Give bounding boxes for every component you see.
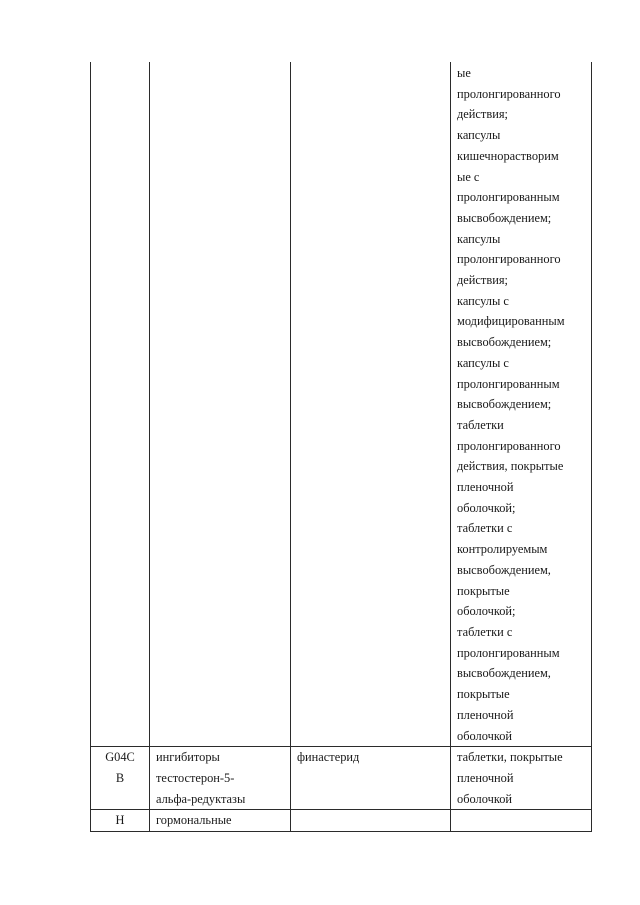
cell-text-line: капсулы bbox=[457, 231, 501, 246]
drug-name-cell bbox=[291, 747, 451, 810]
cell-text-line: таблетки с bbox=[457, 521, 513, 536]
cell-text-line: пленочной bbox=[457, 480, 514, 495]
dosage-forms-cell bbox=[451, 62, 592, 747]
cell-text-line: контролируемым bbox=[457, 542, 548, 557]
cell-text-line: действия, покрытые bbox=[457, 459, 564, 474]
cell-text-line: кишечнорастворим bbox=[457, 148, 559, 163]
cell-text-line: таблетки с bbox=[457, 624, 513, 639]
cell-text-line: таблетки bbox=[457, 417, 504, 432]
pharmacological-group-cell bbox=[150, 810, 291, 832]
cell-text-line: пленочной bbox=[457, 770, 514, 785]
table-row bbox=[91, 810, 592, 832]
cell-text-line: оболочкой bbox=[457, 791, 513, 806]
cell-text-line: покрытые bbox=[457, 583, 510, 598]
cell-text-line: капсулы с bbox=[457, 355, 509, 370]
pharmacological-group-cell bbox=[150, 747, 291, 810]
cell-text-line: таблетки, покрытые bbox=[457, 750, 563, 765]
cell-text-line: ые с bbox=[457, 169, 480, 184]
cell-text-line: пролонгированного bbox=[457, 252, 561, 267]
cell-text-line: B bbox=[115, 770, 125, 785]
drug-name-cell bbox=[291, 62, 451, 747]
table-row bbox=[91, 747, 592, 810]
cell-text-line: финастерид bbox=[297, 750, 360, 765]
drug-classification-table bbox=[90, 62, 592, 832]
cell-text-line: высвобождением; bbox=[457, 210, 552, 225]
cell-text-line: высвобождением, bbox=[457, 666, 551, 681]
cell-text-line: модифицированным bbox=[457, 314, 565, 329]
cell-text-line: пленочной bbox=[457, 707, 514, 722]
cell-text-line: пролонгированным bbox=[457, 376, 560, 391]
table-row bbox=[91, 62, 592, 747]
cell-text-line: оболочкой; bbox=[457, 500, 516, 515]
dosage-forms-cell bbox=[451, 747, 592, 810]
cell-text-line: ые bbox=[457, 66, 471, 80]
cell-text-line: высвобождением; bbox=[457, 397, 552, 412]
table-body bbox=[91, 62, 592, 832]
atc-code-cell bbox=[91, 810, 150, 832]
cell-text-line: пролонгированного bbox=[457, 438, 561, 453]
atc-code-cell bbox=[91, 62, 150, 747]
cell-text-line: капсулы bbox=[457, 128, 501, 143]
cell-text-line: оболочкой bbox=[457, 728, 513, 743]
cell-text-line: капсулы с bbox=[457, 293, 509, 308]
cell-text-line: покрытые bbox=[457, 687, 510, 702]
dosage-forms-cell bbox=[451, 810, 592, 832]
cell-text-line: высвобождением, bbox=[457, 562, 551, 577]
cell-text-line: ингибиторы bbox=[156, 750, 220, 765]
cell-text-line: действия; bbox=[457, 107, 508, 122]
pharmacological-group-cell bbox=[150, 62, 291, 747]
atc-code-cell bbox=[91, 747, 150, 810]
cell-text-line: пролонгированного bbox=[457, 86, 561, 101]
cell-text-line: тестостерон-5- bbox=[156, 770, 235, 785]
cell-text-line: высвобождением; bbox=[457, 335, 552, 350]
cell-text-line: действия; bbox=[457, 273, 508, 288]
cell-text-line: гормональные bbox=[156, 813, 232, 828]
cell-text-line: оболочкой; bbox=[457, 604, 516, 619]
cell-text-line: пролонгированным bbox=[457, 190, 560, 205]
cell-text-line: G04C bbox=[105, 750, 135, 765]
cell-text-line: альфа-редуктазы bbox=[156, 791, 246, 806]
drug-name-cell bbox=[291, 810, 451, 832]
cell-text-line: H bbox=[115, 813, 125, 828]
cell-text-line: пролонгированным bbox=[457, 645, 560, 660]
